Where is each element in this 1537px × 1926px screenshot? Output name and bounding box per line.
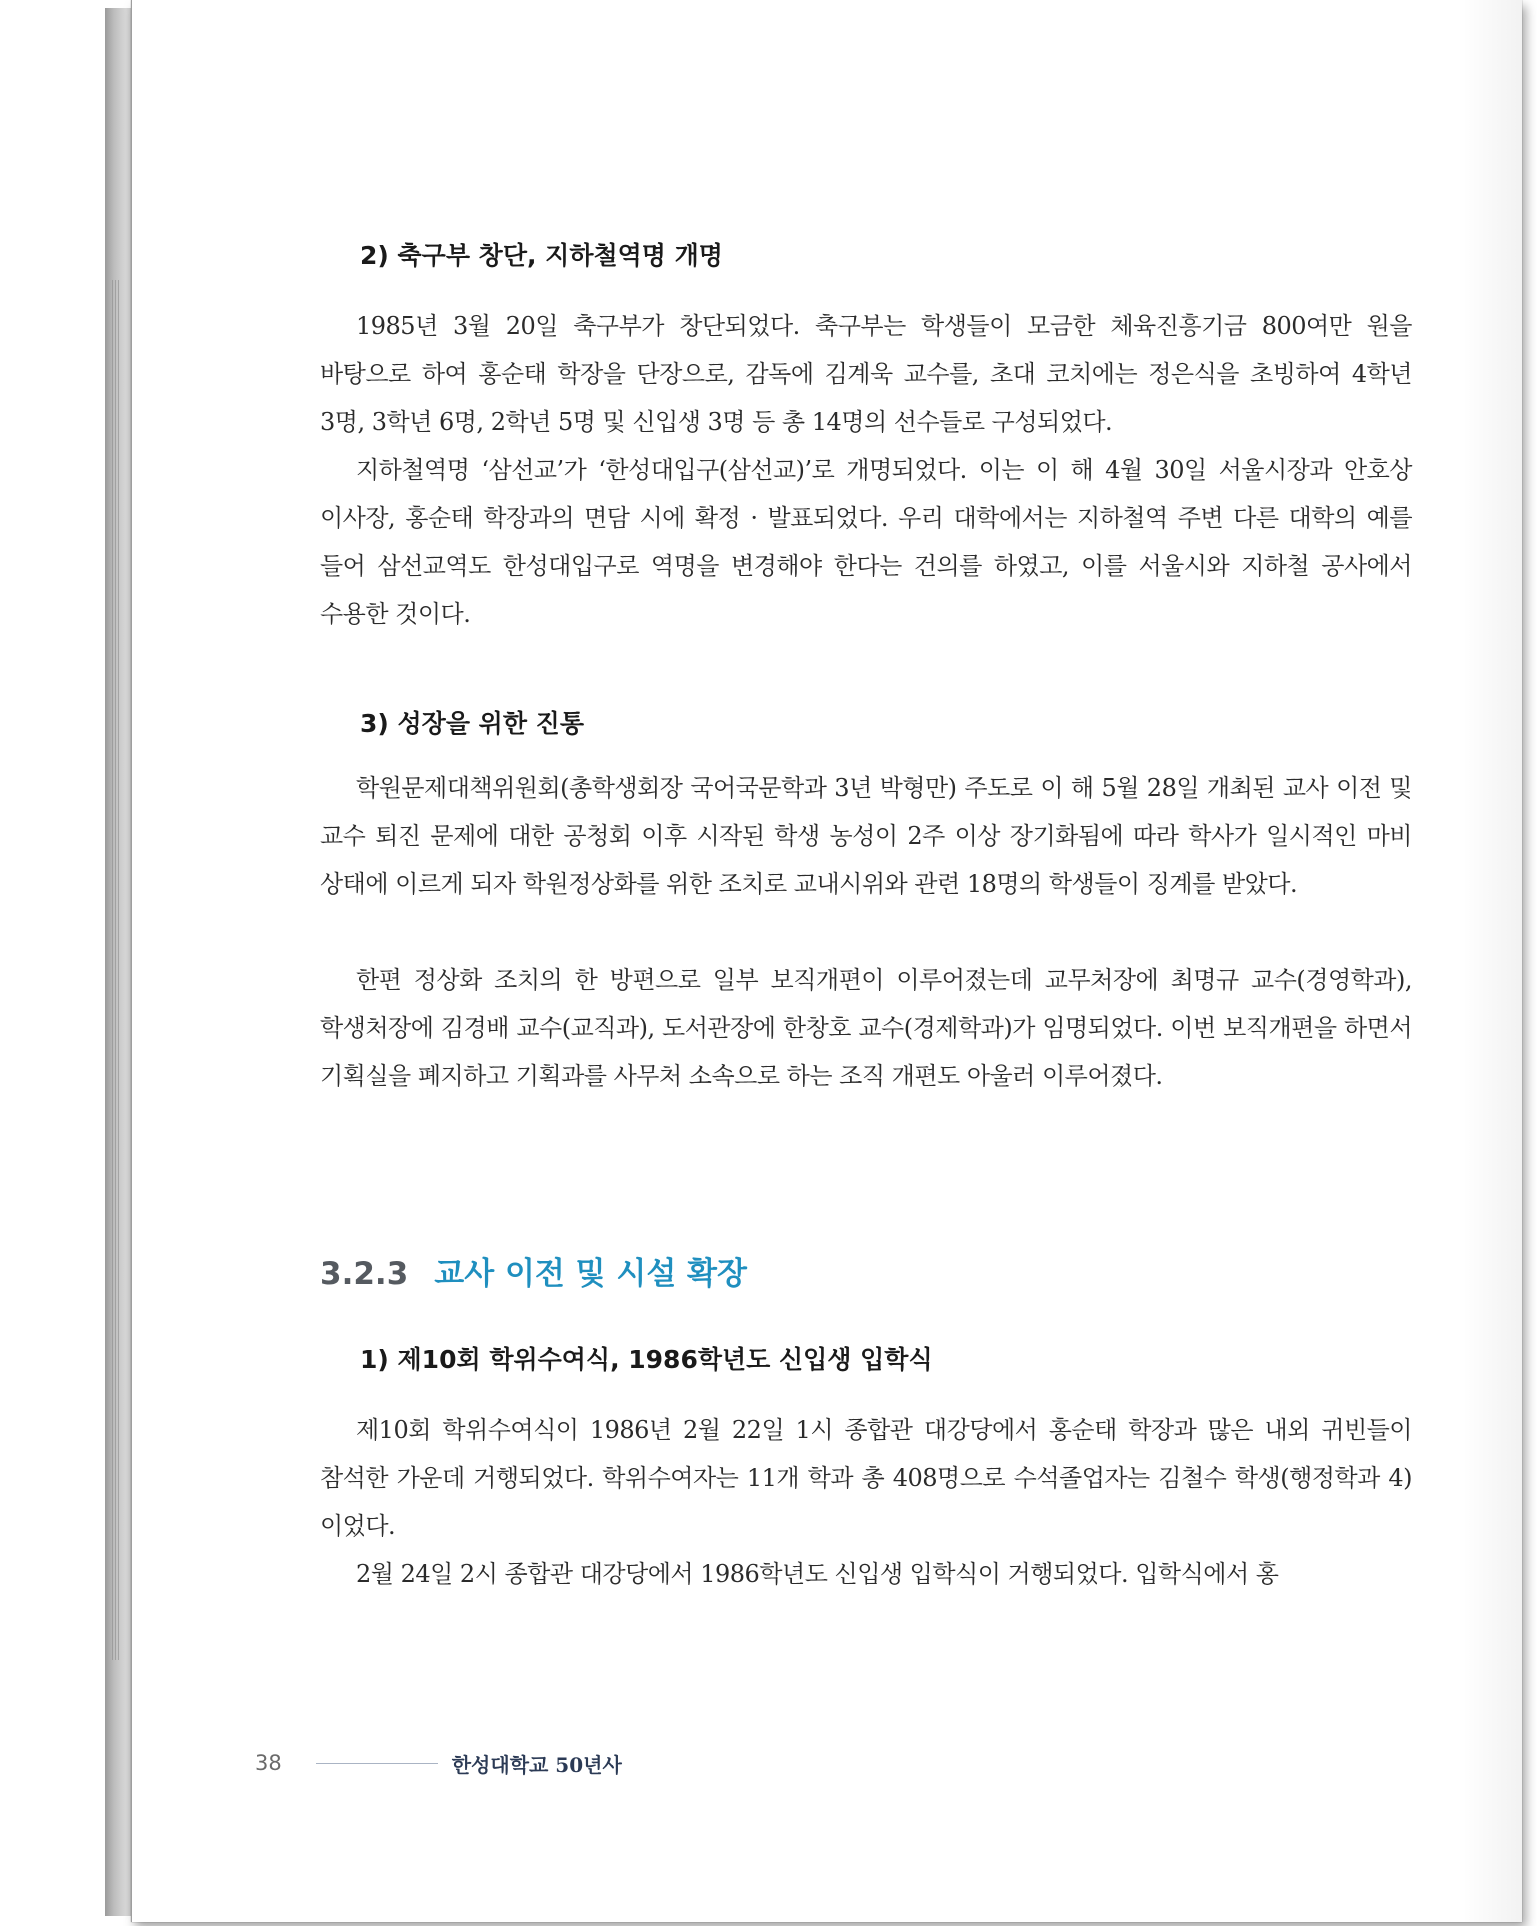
book-page xyxy=(131,0,1522,1922)
paragraph-football-club: 1985년 3월 20일 축구부가 창단되었다. 축구부는 학생들이 모금한 체육진흥기금 800여만 원을 바탕으로 하여 홍순태 학장을 단장으로, 감독에 김계욱 교수를, 초대 코치에는 정은식을 초빙하여 4학년 3명, 3학년 6명, 2학년 5명 및 신입생 3명 등 총 14명의 선수들로 구성되었다. xyxy=(320,312,1412,436)
section-heading-3-2-3 xyxy=(320,1248,747,1293)
spine-page-edges xyxy=(112,280,120,1660)
footer-divider xyxy=(316,1763,438,1764)
paragraph-staff-reshuffle: 한편 정상화 조치의 한 방편으로 일부 보직개편이 이루어졌는데 교무처장에 최명규 교수(경영학과), 학생처장에 김경배 교수(교직과), 도서관장에 한창호 교수(경제학과)가 임명되었다. 이번 보직개편을 하면서 기획실을 폐지하고 기획과를 사무처 소속으로 하는 조직 개편도 아울러 이루어졌다. xyxy=(320,966,1412,1090)
page-number: 38 xyxy=(255,1751,282,1775)
paragraph-station-rename: 지하철역명 ‘삼선교’가 ‘한성대입구(삼선교)’로 개명되었다. 이는 이 해 4월 30일 서울시장과 안호상 이사장, 홍순태 학장과의 면담 시에 확정 · 발표되었다. 우리 대학에서는 지하철역 주변 다른 대학의 예를 들어 삼선교역도 한성대입구로 역명을 변경해야 한다는 건의를 하였고, 이를 서울시와 지하철 공사에서 수용한 것이다. xyxy=(320,456,1412,628)
page-footer xyxy=(255,1748,622,1778)
book-title: 한성대학교 50년사 xyxy=(451,1752,622,1777)
subsection-heading-3: 3) 성장을 위한 진통 xyxy=(360,709,584,738)
paragraph-entrance-ceremony: 2월 24일 2시 종합관 대강당에서 1986학년도 신입생 입학식이 거행되었다. 입학식에서 홍 xyxy=(356,1560,1279,1588)
subsection-heading-2: 2) 축구부 창단, 지하철역명 개명 xyxy=(360,241,723,270)
section-title: 교사 이전 및 시설 확장 xyxy=(434,1256,747,1292)
paragraph-student-protest: 학원문제대책위원회(총학생회장 국어국문학과 3년 박형만) 주도로 이 해 5월 28일 개최된 교사 이전 및 교수 퇴진 문제에 대한 공청회 이후 시작된 학생 농성이 2주 이상 장기화됨에 따라 학사가 일시적인 마비 상태에 이르게 되자 학원정상화를 위한 조치로 교내시위와 관련 18명의 학생들이 징계를 받았다. xyxy=(320,774,1412,898)
section-number: 3.2.3 xyxy=(320,1256,409,1292)
subsection-heading-1: 1) 제10회 학위수여식, 1986학년도 신입생 입학식 xyxy=(360,1345,933,1374)
paragraph-graduation: 제10회 학위수여식이 1986년 2월 22일 1시 종합관 대강당에서 홍순태 학장과 많은 내외 귀빈들이 참석한 가운데 거행되었다. 학위수여자는 11개 학과 총 408명으로 수석졸업자는 김철수 학생(행정학과 4)이었다. xyxy=(320,1416,1412,1540)
